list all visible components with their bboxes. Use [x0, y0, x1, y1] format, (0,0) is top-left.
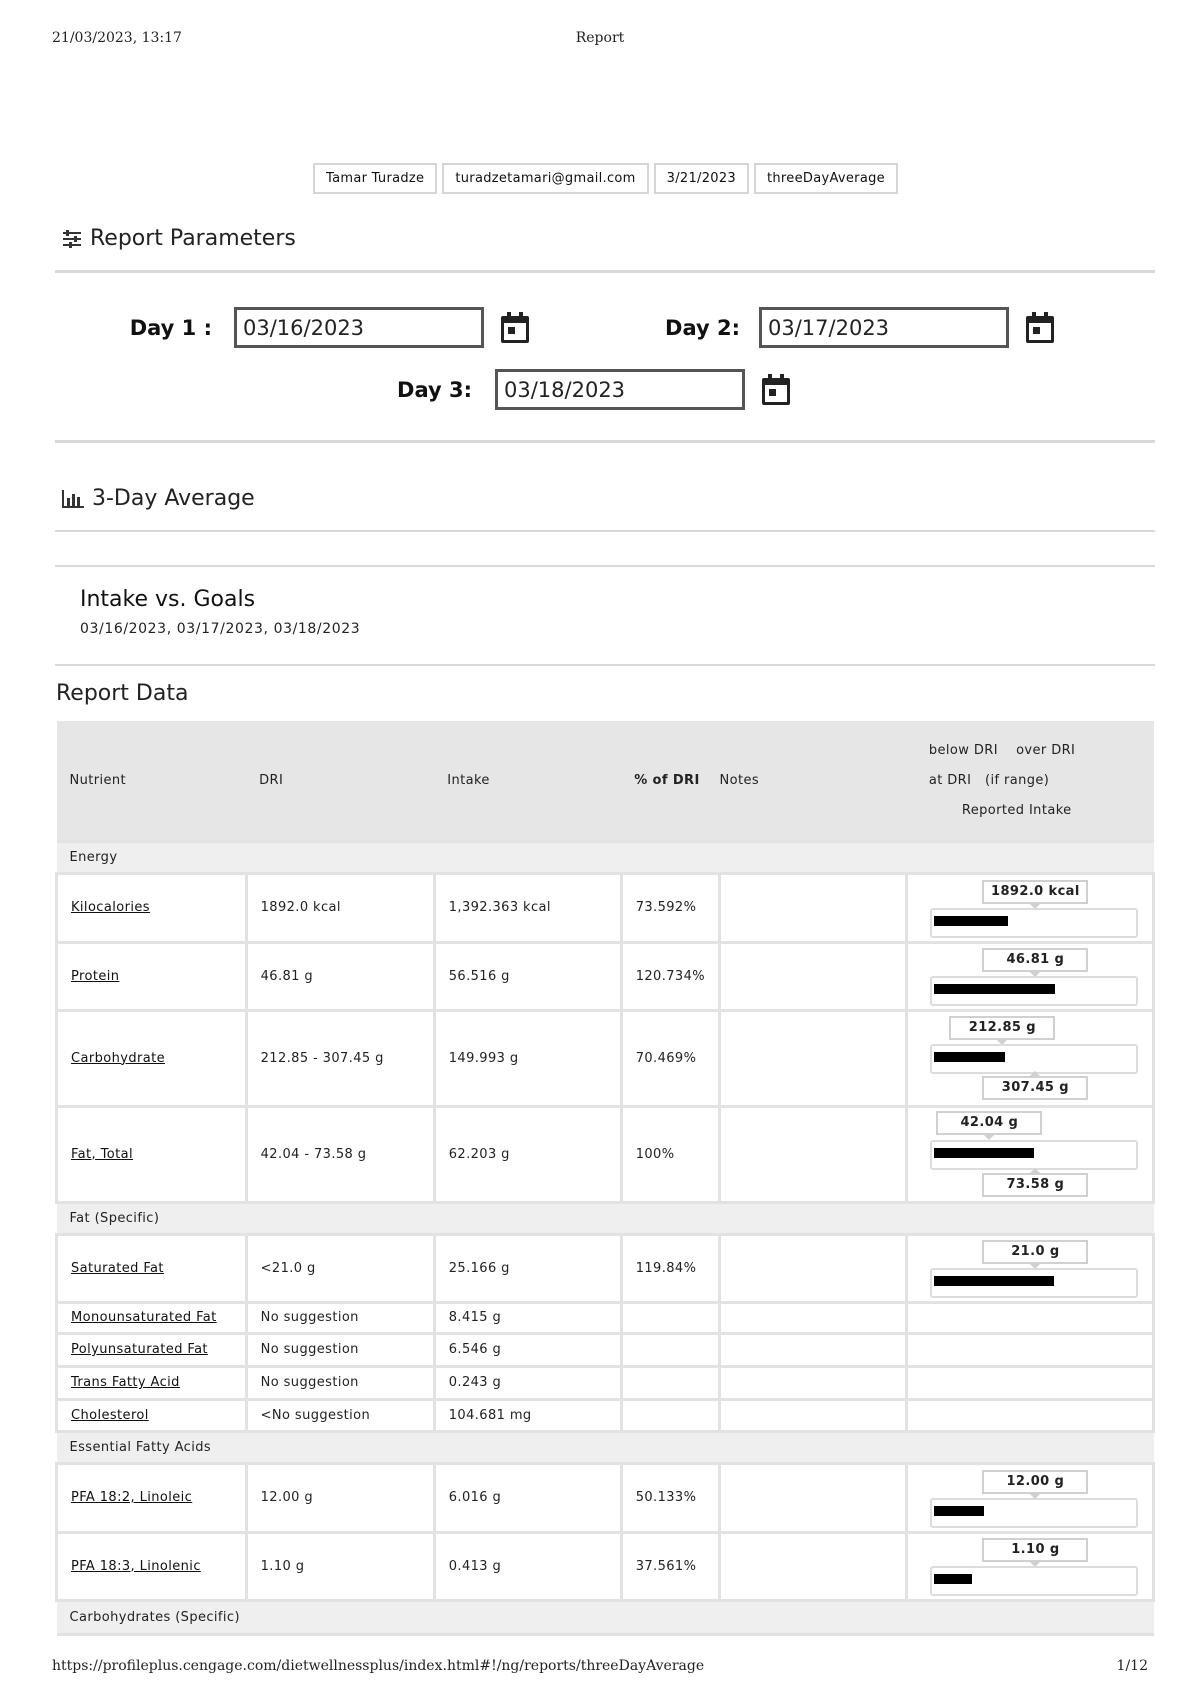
intake-cell: 25.166 g	[434, 1234, 621, 1302]
dri-flag: 12.00 g	[982, 1470, 1088, 1494]
gauge-fill	[934, 984, 1055, 994]
calendar-icon[interactable]	[500, 312, 530, 344]
dri-flag: 21.0 g	[982, 1240, 1088, 1264]
group-row-fat-specific	[57, 1202, 1154, 1234]
nutrient-link[interactable]: Kilocalories	[71, 900, 150, 915]
header-intake: Intake	[434, 721, 621, 841]
intake-gauge	[930, 1535, 1140, 1597]
gauge-fill	[934, 1574, 972, 1584]
user-info-bar	[313, 163, 898, 194]
nutrient-link[interactable]: PFA 18:2, Linoleic	[71, 1490, 193, 1505]
notes-cell	[720, 1532, 907, 1600]
divider	[55, 530, 1155, 532]
day2-label: Day 2:	[665, 315, 740, 340]
notes-cell	[720, 873, 907, 942]
report-parameters-heading	[62, 226, 296, 251]
notes-cell	[720, 1234, 907, 1302]
report-data-table	[55, 721, 1155, 1636]
dri-flag: 46.81 g	[982, 948, 1088, 972]
dri-cell: 212.85 - 307.45 g	[246, 1010, 434, 1106]
notes-cell	[720, 1302, 907, 1333]
legend-if-range: (if range)	[984, 773, 1050, 789]
gauge-fill	[934, 1148, 1034, 1158]
header-notes: Notes	[720, 721, 907, 841]
header-pct-dri: % of DRI	[621, 721, 719, 841]
divider	[55, 440, 1155, 443]
group-label: Essential Fatty Acids	[57, 1431, 1154, 1463]
gauge-fill	[934, 916, 1008, 926]
report-parameters-title: Report Parameters	[90, 226, 296, 251]
day2-row	[660, 307, 1055, 348]
gauge-cell	[907, 1399, 1154, 1431]
print-url: https://profileplus.cengage.com/dietwellnessplus/index.html#!/ng/reports/threeDayAverage	[52, 1658, 705, 1674]
nutrient-link[interactable]: Saturated Fat	[71, 1260, 164, 1276]
dri-high-flag: 73.58 g	[982, 1173, 1088, 1197]
nutrient-link[interactable]: Protein	[71, 968, 120, 984]
print-title: Report	[575, 30, 625, 46]
table-row	[57, 1106, 1154, 1202]
intake-gauge	[930, 1466, 1140, 1529]
notes-cell	[720, 1399, 907, 1431]
intake-cell: 149.993 g	[434, 1010, 621, 1106]
pct-cell	[621, 1333, 719, 1366]
table-row	[57, 1366, 1154, 1399]
day3-row	[380, 369, 791, 410]
intake-gauge	[930, 945, 1140, 1007]
intake-gauge	[930, 876, 1140, 939]
legend-reported-intake: Reported Intake	[961, 803, 1072, 819]
calendar-icon[interactable]	[1025, 312, 1055, 344]
gauge-fill	[934, 1052, 1005, 1062]
group-row-energy	[57, 841, 1154, 873]
group-label: Energy	[57, 841, 1154, 873]
day1-date-input[interactable]	[234, 307, 484, 348]
pct-cell: 100%	[621, 1106, 719, 1202]
calendar-icon[interactable]	[761, 374, 791, 406]
dri-high-flag: 307.45 g	[982, 1076, 1088, 1100]
divider	[55, 565, 1155, 567]
dri-flag: 1892.0 kcal	[982, 880, 1088, 904]
legend-over-dri: over DRI	[1016, 742, 1076, 758]
pct-cell	[621, 1366, 719, 1399]
group-row-essential-fatty-acids	[57, 1431, 1154, 1463]
print-datetime: 21/03/2023, 13:17	[52, 30, 182, 46]
table-row	[57, 1302, 1154, 1333]
pct-cell: 50.133%	[621, 1463, 719, 1532]
notes-cell	[720, 1010, 907, 1106]
legend-below-dri: below DRI	[928, 742, 998, 758]
user-email: turadzetamari@gmail.com	[442, 163, 648, 194]
report-date: 3/21/2023	[654, 163, 749, 194]
legend	[907, 721, 1154, 841]
dri-cell: No suggestion	[246, 1366, 434, 1399]
dri-cell: No suggestion	[246, 1333, 434, 1366]
intake-vs-goals-dates: 03/16/2023, 03/17/2023, 03/18/2023	[80, 621, 361, 637]
dri-cell: 1892.0 kcal	[246, 873, 434, 942]
dri-low-flag: 212.85 g	[949, 1016, 1055, 1040]
dri-flag: 1.10 g	[982, 1538, 1088, 1562]
dri-cell: No suggestion	[246, 1302, 434, 1333]
nutrient-link[interactable]: Fat, Total	[71, 1146, 133, 1162]
pct-cell: 37.561%	[621, 1532, 719, 1600]
intake-cell: 0.243 g	[434, 1366, 621, 1399]
intake-gauge	[930, 1109, 1140, 1199]
notes-cell	[720, 1106, 907, 1202]
dri-cell: <No suggestion	[246, 1399, 434, 1431]
print-footer	[52, 1658, 1148, 1680]
table-row	[57, 1010, 1154, 1106]
notes-cell	[720, 1463, 907, 1532]
group-label: Fat (Specific)	[57, 1202, 1154, 1234]
nutrient-link[interactable]: PFA 18:3, Linolenic	[71, 1558, 201, 1574]
legend-at-dri: at DRI	[928, 773, 972, 789]
gauge-cell	[907, 1333, 1154, 1366]
pct-cell: 73.592%	[621, 873, 719, 942]
report-data-title: Report Data	[56, 681, 189, 706]
print-page-number: 1/12	[1116, 1658, 1148, 1674]
gauge-cell	[907, 1302, 1154, 1333]
day1-label: Day 1 :	[129, 315, 212, 340]
intake-cell: 8.415 g	[434, 1302, 621, 1333]
nutrient-link[interactable]: Polyunsaturated Fat	[71, 1342, 208, 1357]
three-day-average-heading	[62, 486, 255, 511]
three-day-average-title: 3-Day Average	[92, 486, 255, 511]
nutrient-link[interactable]: Carbohydrate	[71, 1050, 165, 1066]
table-row	[57, 1234, 1154, 1302]
table-row	[57, 1463, 1154, 1532]
notes-cell	[720, 1366, 907, 1399]
dri-cell: 12.00 g	[246, 1463, 434, 1532]
dri-cell: 46.81 g	[246, 942, 434, 1010]
table-row	[57, 1532, 1154, 1600]
group-label: Carbohydrates (Specific)	[57, 1600, 1154, 1634]
nutrient-link[interactable]: Monounsaturated Fat	[71, 1310, 217, 1325]
group-row-carbohydrates-specific	[57, 1600, 1154, 1634]
nutrient-link[interactable]: Cholesterol	[71, 1407, 149, 1423]
notes-cell	[720, 942, 907, 1010]
table-row	[57, 942, 1154, 1010]
gauge-fill	[934, 1506, 984, 1516]
day2-date-input[interactable]	[759, 307, 1009, 348]
divider	[55, 664, 1155, 666]
header-nutrient: Nutrient	[57, 721, 247, 841]
dri-cell: <21.0 g	[246, 1234, 434, 1302]
intake-cell: 0.413 g	[434, 1532, 621, 1600]
table-row	[57, 1333, 1154, 1366]
pct-cell: 70.469%	[621, 1010, 719, 1106]
sliders-icon	[62, 230, 82, 248]
pct-cell: 120.734%	[621, 942, 719, 1010]
table-header-row	[57, 721, 1154, 841]
gauge-fill	[934, 1276, 1054, 1286]
table-row	[57, 873, 1154, 942]
intake-cell: 6.546 g	[434, 1333, 621, 1366]
pct-cell	[621, 1302, 719, 1333]
intake-cell: 62.203 g	[434, 1106, 621, 1202]
intake-cell: 1,392.363 kcal	[434, 873, 621, 942]
dri-low-flag: 42.04 g	[936, 1111, 1042, 1135]
day3-date-input[interactable]	[495, 369, 745, 410]
notes-cell	[720, 1333, 907, 1366]
bar-chart-icon	[62, 490, 84, 508]
pct-cell	[621, 1399, 719, 1431]
dri-cell: 1.10 g	[246, 1532, 434, 1600]
intake-cell: 56.516 g	[434, 942, 621, 1010]
intake-cell: 6.016 g	[434, 1463, 621, 1532]
intake-gauge	[930, 1237, 1140, 1299]
print-header	[52, 30, 1148, 52]
day1-row	[110, 307, 530, 348]
dri-cell: 42.04 - 73.58 g	[246, 1106, 434, 1202]
intake-vs-goals-title: Intake vs. Goals	[80, 587, 256, 612]
nutrient-link[interactable]: Trans Fatty Acid	[71, 1375, 180, 1390]
table-row	[57, 1399, 1154, 1431]
intake-gauge	[930, 1013, 1140, 1103]
intake-cell: 104.681 mg	[434, 1399, 621, 1431]
report-type: threeDayAverage	[754, 163, 898, 194]
divider	[55, 270, 1155, 273]
gauge-cell	[907, 1366, 1154, 1399]
user-name: Tamar Turadze	[313, 163, 437, 194]
header-dri: DRI	[246, 721, 434, 841]
pct-cell: 119.84%	[621, 1234, 719, 1302]
day3-label: Day 3:	[397, 377, 472, 402]
